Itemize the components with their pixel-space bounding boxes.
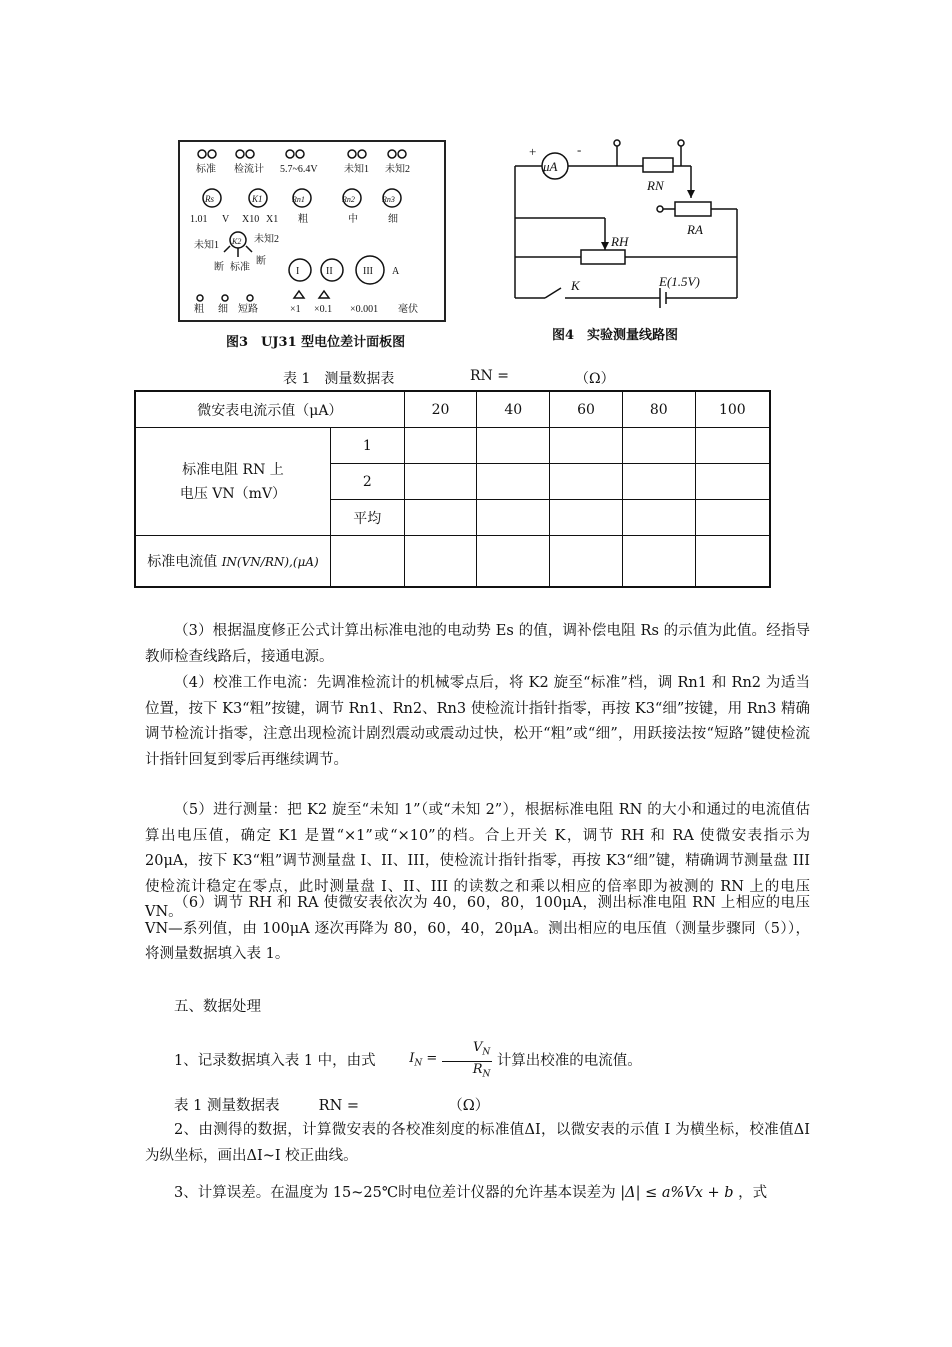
button-xi-label: 细 [218,304,228,315]
label-x10: X10 [242,214,260,225]
header-current-40: 40 [477,391,550,428]
table-cell[interactable] [622,464,695,500]
k2-label-weizhi2: 未知2 [254,234,279,245]
label-voltage-range: 5.7~6.4V [280,164,318,175]
button-duanlu-label: 短路 [238,304,258,315]
rh-label: RH [611,234,629,249]
item1-paragraph [145,1040,810,1082]
section-data-processing-heading: 五、数据处理 [174,999,261,1015]
paragraph-step6: （6）调节 RH 和 RA 使微安表依次为 40，60，80，100μA，测出标准电阻 RN 上相应的电压 VN—系列值，由 100μA 逐次再降为 80，60，40，20μA。测出相应的电压值（测量步骤同（5）），将测量数据填入表 1。 [145,895,810,962]
circuit-diagram [505,138,745,310]
knob-rn2-label: Rn2 [342,195,355,204]
label-xi: 细 [388,214,398,225]
table1-unit: （Ω） [575,371,615,387]
label-weizhi1: 未知1 [344,164,369,175]
table-cell[interactable] [695,464,770,500]
table-cell[interactable] [550,428,623,464]
table-cell[interactable] [404,428,477,464]
item3-text-pre: 3、计算误差。在温度为 15~25℃时电位差计仪器的允许基本误差为 [174,1185,616,1201]
table-cell[interactable] [550,500,623,536]
label-cu: 粗 [298,214,308,225]
figure4-caption: 图4 实验测量线路图 [552,328,679,343]
table-cell[interactable] [404,464,477,500]
item2-paragraph: 2、由测得的数据，计算微安表的各校准刻度的标准值ΔI，以微安表的示值 I 为横坐标，校准值ΔI 为纵坐标，画出ΔI~I 校正曲线。 [145,1122,810,1164]
formula-fraction: $\frac{V_N}{R_N}$ [442,1040,492,1082]
table-cell[interactable] [477,500,550,536]
table-cell[interactable] [550,464,623,500]
k2-label-weizhi1: 未知1 [194,240,219,251]
ra-label: RA [687,222,703,237]
table-cell[interactable] [404,536,477,588]
current-row-label [135,536,330,588]
sub-row-2-label: 2 [330,464,404,500]
voltage-row-label-line2: 电压 VN（mV） [179,485,287,502]
knob-rs-label: Rs [205,194,214,204]
k2-label-biaozhun: 标准 [230,262,250,273]
table-note-title: 表 1 测量数据表 [174,1098,280,1114]
table-cell[interactable] [550,536,623,588]
table-cell[interactable] [477,536,550,588]
knob-rn3-label: Rn3 [382,195,395,204]
formula-in-equals-vn-over-rn: $I_N$ = [409,1050,438,1069]
measurement-table [134,390,771,588]
table-note-line [145,1094,810,1120]
table-cell[interactable] [404,500,477,536]
header-current-20: 20 [404,391,477,428]
k2-label: K2 [232,237,242,246]
table1-caption: 表 1 测量数据表 [283,371,395,387]
table-cell[interactable] [622,500,695,536]
item1-text-post: 计算出校准的电流值。 [496,1053,642,1070]
battery-label: E(1.5V) [659,274,700,289]
range-x0-001-label: ×0.001 [350,304,379,315]
uj31-panel-drawing [180,142,444,320]
figure3-caption: 图3 UJ31 型电位差计面板图 [226,335,406,350]
voltage-row-label [135,428,330,536]
table-cell[interactable] [330,536,404,588]
dial-ii-label: II [326,266,333,277]
paragraph-step4: （4）校准工作电流：先调准检流计的机械零点后，将 K2 旋至“标准”档，调 Rn1 和 Rn2 为适当位置，按下 K3“粗”按键，调节 Rn1、Rn2、Rn3 使检流计指针指零，再按 K3“细”按键，用 Rn3 精确调节检流计指零，注意出现检流计剧烈震动或震动过快，松开“粗”或“细”，用跃接法按“短路”键使检流计指针回复到零后再继续调节。 [145,675,810,768]
label-biaozhun: 标准 [196,164,216,175]
label-weizhi2: 未知2 [385,164,410,175]
unit-haofu-label: 毫伏 [398,304,418,315]
header-current-60: 60 [550,391,623,428]
label-jianliuji: 检流计 [234,164,264,175]
knob-rn1-label: Rn1 [292,195,305,204]
k2-label-duan-right: 断 [256,256,266,267]
range-x1-label: ×1 [290,304,301,315]
item1-text-pre: 1、记录数据填入表 1 中，由式 [174,1053,376,1070]
table-header-row [135,391,770,428]
ammeter-minus-label: - [577,142,582,157]
ammeter-label: μA [543,159,558,174]
rn-label: RN [647,178,664,193]
paragraph-step5: （5）进行测量：把 K2 旋至“未知 1”（或“未知 2”），根据标准电阻 RN 的大小和通过的电流值估算出电压值，确定 K1 是置“×1”或“×10”的档。合上开关 K，调节 RH 和 RA 使微安表指示为 20μA，按下 K3“粗”调节测量盘 I、II、III，使检流计指针指零，再按 K3“细”键，精确调节测量盘 III 使检流计稳定在零点，此时测量盘 I、II、III 的读数之和乘以相应的倍率即为被测的 RN 上的电压 VN。 [145,802,810,920]
item3-text-post: ，式 [738,1185,768,1201]
label-v: V [222,214,230,225]
range-x0-1-label: ×0.1 [314,304,333,315]
button-cu-label: 粗 [194,304,204,315]
ammeter-plus-label: + [529,144,537,159]
table-note-rn: RN = [318,1098,360,1114]
header-current-100: 100 [695,391,770,428]
table-cell[interactable] [695,428,770,464]
item3-paragraph [145,1181,810,1207]
item3-formula: |Δ| ≤ a%Vx + b [620,1185,734,1201]
sub-row-1-label: 1 [330,428,404,464]
dial-iii-label: III [363,266,373,277]
k2-label-duan-left: 断 [214,262,224,273]
label-1-01: 1.01 [190,214,208,225]
switch-k-label: K [571,278,580,293]
table1-rn-label: RN = [470,368,509,384]
voltage-row-label-line1: 标准电阻 RN 上 [182,461,284,478]
paragraph-step3: （3）根据温度修正公式计算出标准电池的电动势 Es 的值，调补偿电阻 Rs 的示值为此值。经指导教师检查线路后，接通电源。 [145,623,810,665]
label-zhong: 中 [348,214,358,225]
header-current-label: 微安表电流示值（μA） [135,391,404,428]
table-cell[interactable] [622,536,695,588]
table-cell[interactable] [695,536,770,588]
dial-i-label: I [296,266,300,277]
current-row-formula: IN(VN/RN),(μA) [221,555,319,569]
sub-row-average-label: 平均 [330,500,404,536]
table-cell[interactable] [477,464,550,500]
table-cell[interactable] [695,500,770,536]
dial-a-label: A [392,266,400,277]
table-cell[interactable] [622,428,695,464]
table-note-unit: （Ω） [448,1098,490,1114]
current-row-label-text: 标准电流值 [147,554,218,570]
table-row [135,536,770,588]
knob-k1-label: K1 [252,194,263,204]
table-cell[interactable] [477,428,550,464]
table-row [135,428,770,464]
label-x1: X1 [266,214,279,225]
uj31-panel-figure [178,140,446,322]
header-current-80: 80 [622,391,695,428]
